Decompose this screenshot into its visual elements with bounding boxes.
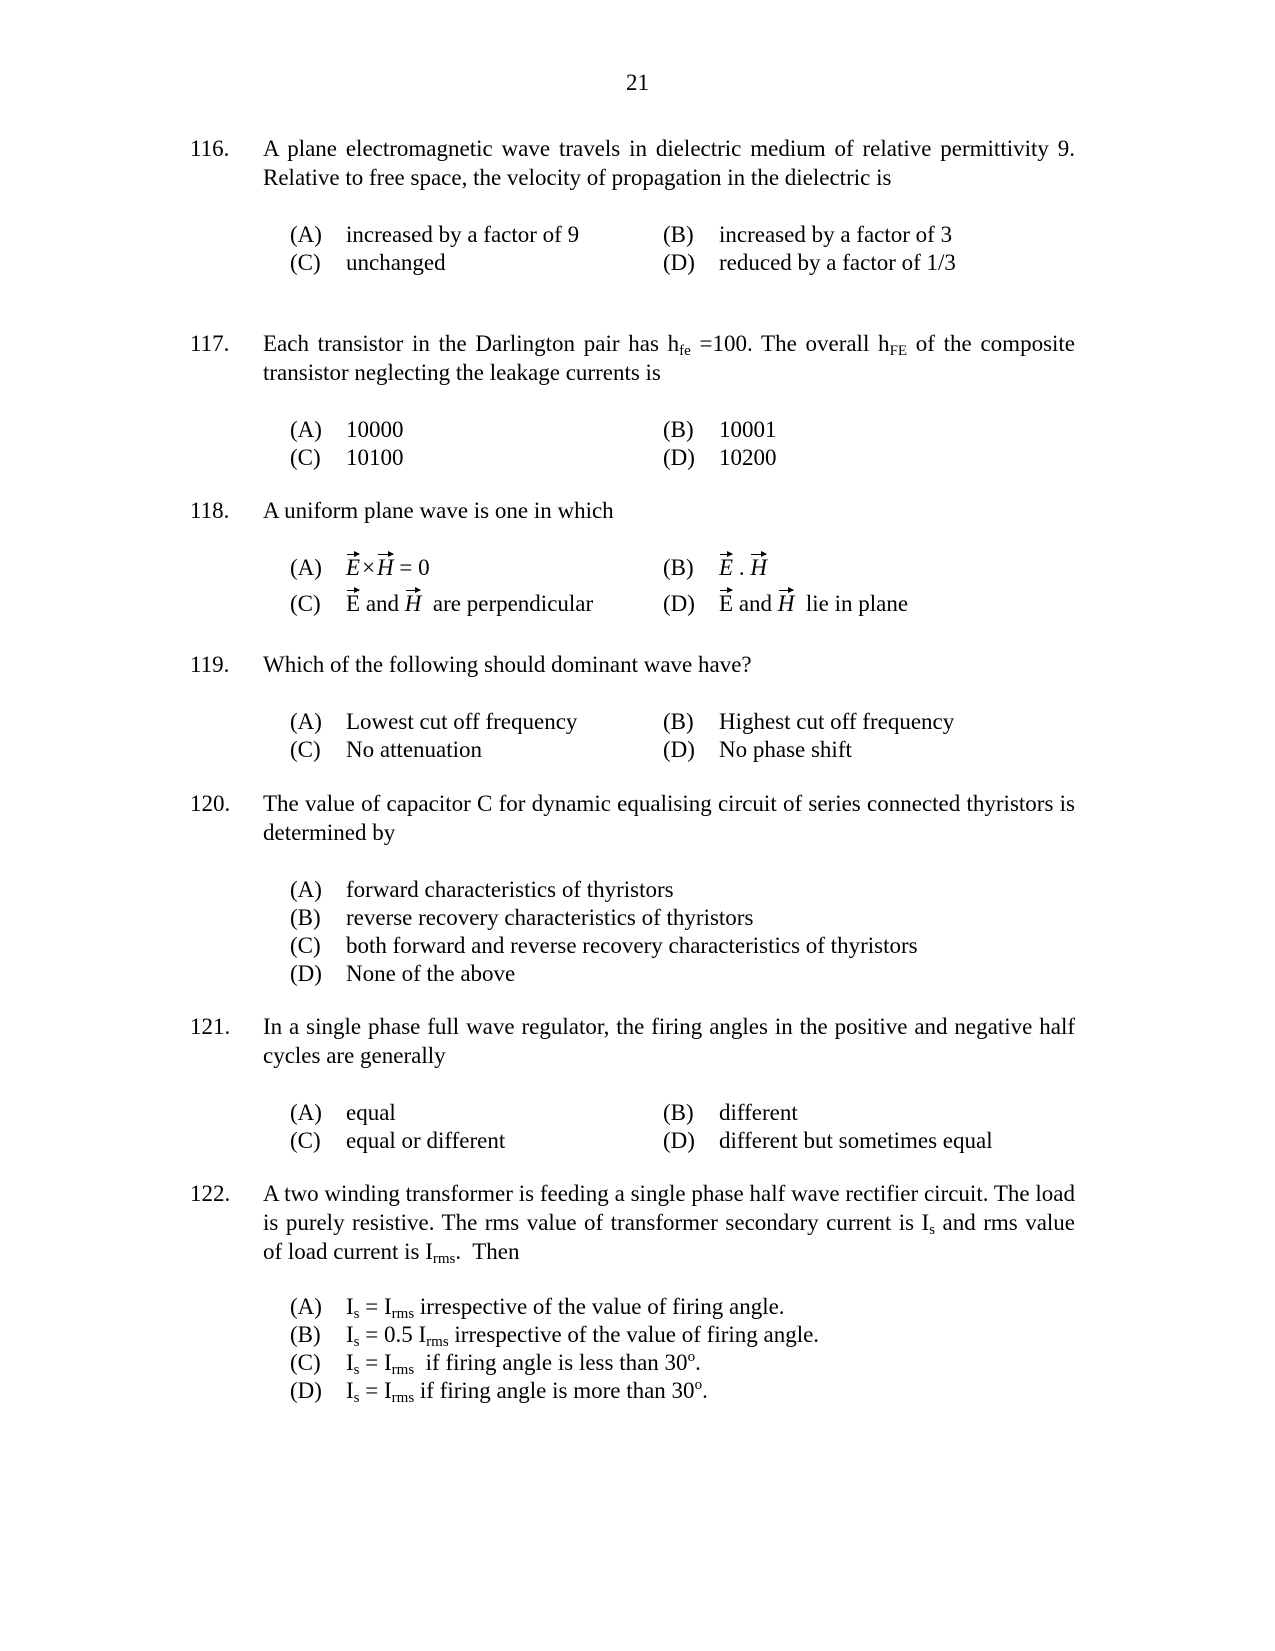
- option-c[interactable]: (C) No attenuation: [290, 737, 483, 762]
- option-b[interactable]: (B) 10001: [663, 417, 777, 442]
- option-b[interactable]: (B) E . H: [663, 555, 767, 580]
- option-c[interactable]: (C) both forward and reverse recovery characteristics of thyristors: [290, 933, 918, 958]
- option-d[interactable]: (D) E and H lie in plane: [663, 591, 909, 616]
- question-text: In a single phase full wave regulator, the firing angles in the positive and negative half cycles are generally: [263, 1014, 1075, 1068]
- option-b[interactable]: (B) $I_s = 0.5$ $I_{rms}$ irrespective of the value of firing angle.: [290, 1322, 820, 1350]
- e-vector: E: [346, 555, 361, 580]
- option-d[interactable]: (D) None of the above: [290, 961, 516, 986]
- e-vector: E: [719, 555, 734, 580]
- option-b[interactable]: (B) Highest cut off frequency: [663, 709, 955, 734]
- h-vector: H: [750, 555, 767, 580]
- options: [290, 553, 1075, 623]
- option-c[interactable]: (C) unchanged: [290, 250, 446, 275]
- option-c[interactable]: (C) equal or different: [290, 1128, 506, 1153]
- options: [290, 875, 1075, 991]
- option-a[interactable]: (A) Lowest cut off frequency: [290, 709, 578, 734]
- question-text: A two winding transformer is feeding a single phase half wave rectifier circuit. The load is purely resistive. The rms value of transformer secondary current is $I_s$ and rms value of load current is $I_{rms}$. Then: [263, 1181, 1076, 1267]
- e-vector: E: [346, 591, 361, 616]
- option-b[interactable]: (B) reverse recovery characteristics of thyristors: [290, 905, 754, 930]
- question-text: A uniform plane wave is one in which: [263, 498, 614, 523]
- option-a[interactable]: (A) equal: [290, 1100, 396, 1125]
- question-number: 120.: [190, 791, 231, 816]
- question-119: [190, 650, 1075, 765]
- h-vector: H: [377, 555, 394, 580]
- page-number: 21: [626, 70, 649, 95]
- h-vector: H: [777, 591, 795, 616]
- question-number: 117.: [190, 331, 230, 356]
- question-number: 119.: [190, 652, 230, 677]
- option-b[interactable]: (B) different: [663, 1100, 798, 1125]
- question-116: [190, 134, 1075, 278]
- option-d[interactable]: (D) No phase shift: [663, 737, 852, 762]
- option-d[interactable]: (D) different but sometimes equal: [663, 1128, 993, 1153]
- options: [290, 1292, 1075, 1408]
- question-text: A plane electromagnetic wave travels in dielectric medium of relative permittivity 9. Relative to free space, the velocity of propagation in the dielectric is: [263, 136, 1075, 190]
- options: [290, 220, 1075, 278]
- option-b[interactable]: (B) increased by a factor of 3: [663, 222, 953, 247]
- option-a[interactable]: (A) increased by a factor of 9: [290, 222, 580, 247]
- option-d[interactable]: (D) $I_s = I_{rms}$ if firing angle is more than 30$^o$.: [290, 1377, 708, 1406]
- options: [290, 1098, 1075, 1156]
- question-121: [190, 1012, 1075, 1156]
- question-number: 118.: [190, 498, 230, 523]
- question-number: 122.: [190, 1181, 231, 1206]
- e-vector: E: [719, 591, 734, 616]
- option-d[interactable]: (D) reduced by a factor of 1/3: [663, 250, 956, 275]
- question-text: The value of capacitor C for dynamic equalising circuit of series connected thyristors is determined by: [263, 791, 1075, 845]
- question-122: [190, 1179, 1075, 1408]
- h-vector: H: [404, 591, 422, 616]
- option-a[interactable]: (A) $I_s = I_{rms}$ irrespective of the value of firing angle.: [290, 1294, 785, 1322]
- question-117: [190, 329, 1075, 473]
- options: [290, 707, 1075, 765]
- option-c[interactable]: (C) E and H are perpendicular: [290, 591, 594, 616]
- question-120: [190, 789, 1075, 991]
- option-a[interactable]: (A) E×H = 0: [290, 555, 430, 580]
- question-number: 121.: [190, 1014, 231, 1039]
- option-a[interactable]: (A) forward characteristics of thyristors: [290, 877, 674, 902]
- options: [290, 415, 1075, 473]
- question-text: Which of the following should dominant wave have?: [263, 652, 752, 677]
- option-c[interactable]: (C) 10100: [290, 445, 404, 470]
- option-c[interactable]: (C) $I_s = I_{rms}$ if firing angle is less than 30$^o$.: [290, 1349, 701, 1378]
- question-number: 116.: [190, 136, 230, 161]
- question-text: Each transistor in the Darlington pair has $h_{fe} =100$. The overall $h_{FE}$ of the composite transistor neglecting the leakage currents is: [263, 331, 1076, 385]
- option-a[interactable]: (A) 10000: [290, 417, 404, 442]
- question-118: [190, 496, 1075, 623]
- option-d[interactable]: (D) 10200: [663, 445, 777, 470]
